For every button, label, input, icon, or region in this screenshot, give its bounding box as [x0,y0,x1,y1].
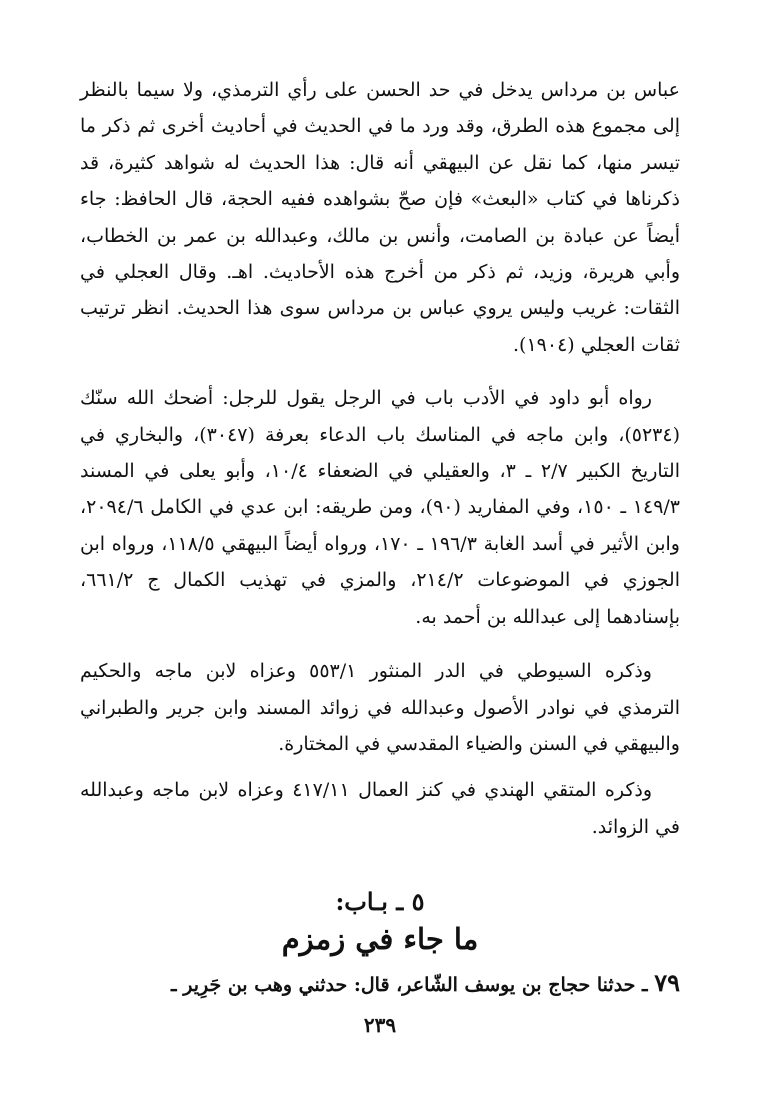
page-number: ٢٣٩ [363,1013,397,1038]
paragraph-commentary-2: رواه أبو داود في الأدب باب في الرجل يقول للرجل: أضحك الله سنّك (٥٢٣٤)، وابن ماجه في المناسك باب الدعاء بعرفة (٣٠٤٧)، والبخاري في التاريخ الكبير ٢/٧ ـ ٣، والعقيلي في الضعفاء ١٠/٤، وأبو يعلى في المسند ١٤٩/٣ ـ ١٥٠، وفي المفاريد (٩٠)، ومن طريقه: ابن عدي في الكامل ٢٠٩٤/٦، وابن الأثير في أسد الغابة ١٩٦/٣ ـ ١٧٠، ورواه أيضاً البيهقي ١١٨/٥، ورواه ابن الجوزي في الموضوعات ٢١٤/٢، والمزي في تهذيب الكمال ج ٦٦١/٢، بإسنادهما إلى عبدالله بن أحمد به. [80,387,681,628]
hadith-line [80,967,680,1001]
paragraph-commentary-4: وذكره المتقي الهندي في كنز العمال ٤١٧/١١ وعزاه لابن ماجه وعبدالله في الزوائد. [80,779,680,838]
chapter-title: ما جاء في زمزم [281,922,479,957]
paragraph-commentary-1: عباس بن مرداس يدخل في حد الحسن على رأي الترمذي، ولا سيما بالنظر إلى مجموع هذه الطرق، وقد ورد ما في الحديث في أحاديث أخرى ثم ذكر ما تيسر منها، كما نقل عن البيهقي أنه قال: هذا الحديث له شواهد كثيرة، قد ذكرناها في كتاب «البعث» فإن صحّ بشواهده ففيه الحجة، قال الحافظ: جاء أيضاً عن عبادة بن الصامت، وأنس بن مالك، وعبدالله بن عمر بن الخطاب، وأبي هريرة، وزيد، ثم ذكر من أخرج هذه الأحاديث. اهـ. وقال العجلي في الثقات: غريب وليس يروي عباس بن مرداس سوى هذا الحديث. انظر ترتيب ثقات العجلي (١٩٠٤). [80,79,680,356]
hadith-text: ـ حدثنا حجاج بن يوسف الشّاعر، قال: حدثني وهب بن جَرِير ـ [171,974,648,997]
chapter-label: ٥ ـ بـاب: [335,887,425,917]
page-body [80,72,680,1037]
paragraph-commentary-3: وذكره السيوطي في الدر المنثور ٥٥٣/١ وعزاه لابن ماجه والحكيم الترمذي في نوادر الأصول وعبدالله في زوائد المسند وابن جرير والطبراني والبيهقي في السنن والضياء المقدسي في المختارة. [80,660,680,755]
hadith-number: ٧٩ [654,968,680,998]
chapter-heading [80,885,680,959]
